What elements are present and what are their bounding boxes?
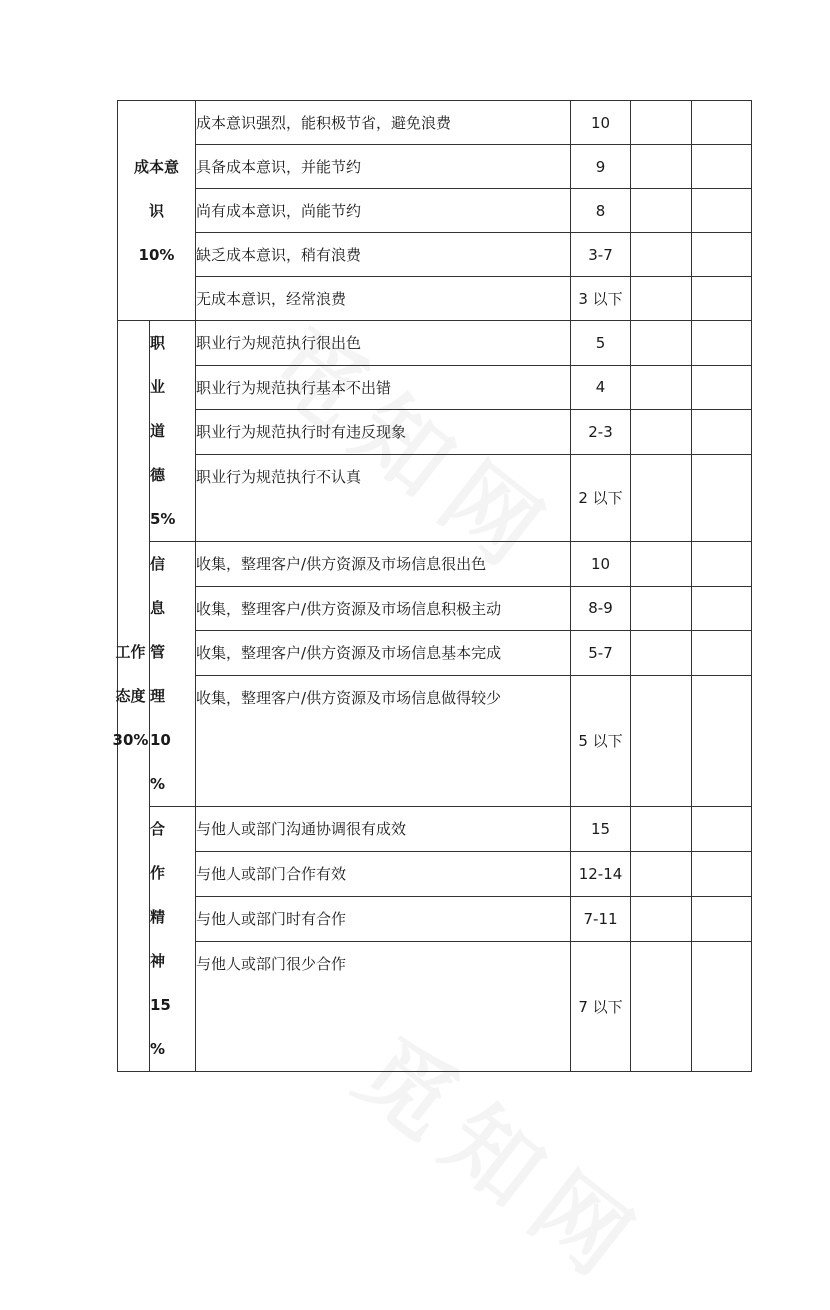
- category-cost-awareness: 成本意 识 10%: [118, 101, 196, 321]
- table-row: [118, 586, 752, 631]
- blank-cell[interactable]: [631, 851, 692, 896]
- table-row: [118, 277, 752, 321]
- score-cell: 7 以下: [571, 941, 631, 1071]
- blank-cell[interactable]: [631, 410, 692, 455]
- table-row: [118, 101, 752, 145]
- blank-cell[interactable]: [692, 454, 752, 541]
- criteria-text: 尚有成本意识，尚能节约: [196, 189, 571, 233]
- blank-cell[interactable]: [692, 807, 752, 852]
- table-row: [118, 454, 752, 541]
- blank-cell[interactable]: [631, 454, 692, 541]
- table-row: [118, 542, 752, 587]
- evaluation-table: [112, 100, 752, 1072]
- blank-cell[interactable]: [631, 675, 692, 807]
- blank-cell[interactable]: [631, 586, 692, 631]
- table-row: [118, 851, 752, 896]
- blank-cell[interactable]: [631, 807, 692, 852]
- table-row: [118, 631, 752, 676]
- blank-cell[interactable]: [692, 101, 752, 145]
- criteria-text: 职业行为规范执行不认真: [196, 454, 571, 541]
- blank-cell[interactable]: [692, 145, 752, 189]
- blank-cell[interactable]: [631, 365, 692, 410]
- score-cell: 12-14: [571, 851, 631, 896]
- category-work-attitude: 工作 态度 30%: [118, 321, 150, 1072]
- blank-cell[interactable]: [692, 542, 752, 587]
- criteria-text: 与他人或部门合作有效: [196, 851, 571, 896]
- table-row: [118, 807, 752, 852]
- blank-cell[interactable]: [692, 321, 752, 366]
- table-row: [118, 896, 752, 941]
- score-cell: 15: [571, 807, 631, 852]
- blank-cell[interactable]: [692, 365, 752, 410]
- blank-cell[interactable]: [631, 145, 692, 189]
- score-cell: 8: [571, 189, 631, 233]
- blank-cell[interactable]: [631, 277, 692, 321]
- criteria-text: 与他人或部门沟通协调很有成效: [196, 807, 571, 852]
- blank-cell[interactable]: [631, 233, 692, 277]
- criteria-text: 职业行为规范执行时有违反现象: [196, 410, 571, 455]
- criteria-text: 职业行为规范执行基本不出错: [196, 365, 571, 410]
- table-row: [118, 410, 752, 455]
- blank-cell[interactable]: [631, 101, 692, 145]
- criteria-text: 收集，整理客户/供方资源及市场信息积极主动: [196, 586, 571, 631]
- score-cell: 8-9: [571, 586, 631, 631]
- blank-cell[interactable]: [631, 631, 692, 676]
- subcategory-professional-ethics: 职 业 道 德 5%: [150, 321, 196, 542]
- blank-cell[interactable]: [692, 896, 752, 941]
- criteria-text: 与他人或部门时有合作: [196, 896, 571, 941]
- blank-cell[interactable]: [692, 410, 752, 455]
- score-cell: 5 以下: [571, 675, 631, 807]
- criteria-text: 收集，整理客户/供方资源及市场信息很出色: [196, 542, 571, 587]
- score-cell: 5-7: [571, 631, 631, 676]
- blank-cell[interactable]: [631, 542, 692, 587]
- blank-cell[interactable]: [692, 189, 752, 233]
- score-cell: 7-11: [571, 896, 631, 941]
- blank-cell[interactable]: [692, 631, 752, 676]
- table-row: [118, 365, 752, 410]
- blank-cell[interactable]: [631, 896, 692, 941]
- score-cell: 10: [571, 542, 631, 587]
- criteria-text: 无成本意识，经常浪费: [196, 277, 571, 321]
- blank-cell[interactable]: [631, 189, 692, 233]
- score-cell: 10: [571, 101, 631, 145]
- blank-cell[interactable]: [692, 941, 752, 1071]
- blank-cell[interactable]: [692, 851, 752, 896]
- blank-cell[interactable]: [692, 233, 752, 277]
- table-row: [118, 941, 752, 1071]
- blank-cell[interactable]: [692, 586, 752, 631]
- blank-cell[interactable]: [631, 941, 692, 1071]
- score-cell: 5: [571, 321, 631, 366]
- criteria-text: 职业行为规范执行很出色: [196, 321, 571, 366]
- criteria-text: 缺乏成本意识，稍有浪费: [196, 233, 571, 277]
- table-row: [118, 233, 752, 277]
- table-row: [118, 189, 752, 233]
- blank-cell[interactable]: [692, 277, 752, 321]
- score-cell: 3-7: [571, 233, 631, 277]
- blank-cell[interactable]: [692, 675, 752, 807]
- subcategory-information-management: 信 息 管 理 10 %: [150, 542, 196, 807]
- score-cell: 4: [571, 365, 631, 410]
- criteria-text: 收集，整理客户/供方资源及市场信息基本完成: [196, 631, 571, 676]
- table-row: [118, 145, 752, 189]
- score-cell: 3 以下: [571, 277, 631, 321]
- criteria-text: 与他人或部门很少合作: [196, 941, 571, 1071]
- table-row: [118, 675, 752, 807]
- table-row: [118, 321, 752, 366]
- subcategory-team-spirit: 合 作 精 神 15 %: [150, 807, 196, 1072]
- score-cell: 2-3: [571, 410, 631, 455]
- score-cell: 2 以下: [571, 454, 631, 541]
- blank-cell[interactable]: [631, 321, 692, 366]
- criteria-text: 具备成本意识，并能节约: [196, 145, 571, 189]
- criteria-text: 收集，整理客户/供方资源及市场信息做得较少: [196, 675, 571, 807]
- criteria-text: 成本意识强烈，能积极节省，避免浪费: [196, 101, 571, 145]
- score-cell: 9: [571, 145, 631, 189]
